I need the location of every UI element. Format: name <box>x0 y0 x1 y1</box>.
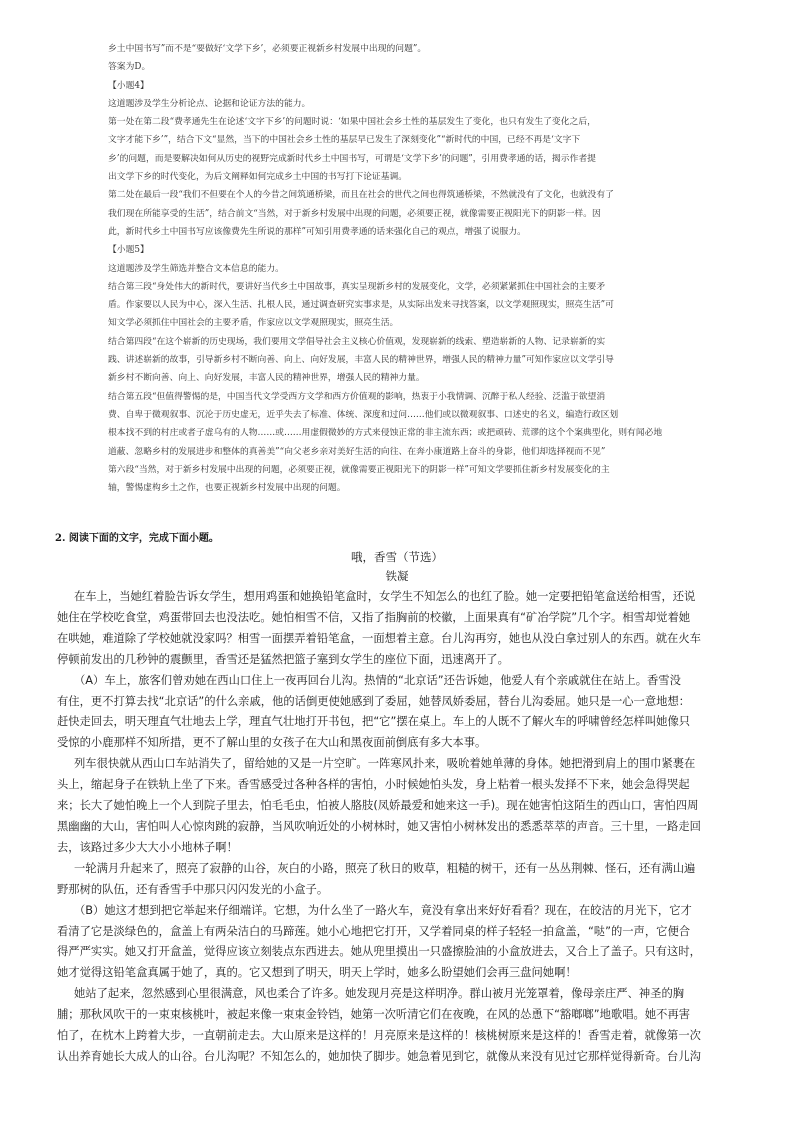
answer-line: 费、自卑于微观叙事、沉沦于历史虚无，近乎失去了标准、体统、深度和过问……他们或以微观叙事、口述史的名义，编造行政区划 <box>108 409 619 420</box>
answer-line: 盾。作家要以人民为中心，深入生活、扎根人民，通过调查研究实事求是，从实际出发来寻找答案，以文学观照现实，照亮生活”可 <box>108 300 614 311</box>
answer-line: 结合第三段“身处伟大的新时代，要讲好当代乡土中国故事，真实呈现新乡村的发展变化，文学，必须紧紧抓住中国社会的主要矛 <box>108 281 606 292</box>
story-line: 停顿前发出的几秒钟的震颤里，香雪还是猛然把篮子塞到女学生的座位下面，迅速离开了。 <box>57 652 509 666</box>
answer-line: 我们现在所能享受的生活”，结合前文“当然，对于新乡村发展中出现的问题，必须要正视，就像需要正视阳光下的阴影一样。因 <box>108 208 601 219</box>
story-line: 野那树的队伍，还有香雪手中那只闪闪发光的小盒子。 <box>57 882 329 896</box>
story-line: （B）她这才想到把它举起来仔细端详。它想，为什么坐了一路火车，竟没有拿出来好好看看？现在，在皎洁的月光下，它才 <box>74 903 692 917</box>
answer-line: 这道题涉及学生筛选并整合文本信息的能力。 <box>108 263 284 274</box>
answer-line: 第六段“当然，对于新乡村发展中出现的问题，必须要正视，就像需要正视阳光下的阴影一样”可知文学要抓住新乡村发展变化的主 <box>108 464 610 475</box>
story-line: 她住在学校吃食堂，鸡蛋带回去也没法吃。她怕相雪不信，又指了指胸前的校徽，上面果真有“矿冶学院”几个字。相雪却觉着她 <box>57 610 691 624</box>
story-line: 怕了，在枕木上跨着大步，一直朝前走去。大山原来是这样的！月亮原来是这样的！核桃树原来是这样的！香雪走着，就像第一次 <box>57 1029 701 1043</box>
story-line: 去，该路过多少大大小小地林子啊！ <box>57 840 238 854</box>
story-line: 她站了起来，忽然感到心里很满意，风也柔合了许多。她发现月亮是这样明净。群山被月光笼罩着，像母亲庄严、神圣的胸 <box>74 987 685 1001</box>
story-line: 在哄她，难道除了学校她就没家吗？相雪一面摆弄着铅笔盒，一面想着主意。台儿沟再穷，她也从没白拿过别人的东西。就在火车 <box>57 631 701 645</box>
story-line: 头上，缩起身子在铁轨上坐了下来。香雪感受过各种各样的害怕，小时候她怕头发，身上粘着一根头发择不下来，她会急得哭起 <box>57 778 690 792</box>
story-line: 在车上，当她红着脸告诉女学生，想用鸡蛋和她换铅笔盒时，女学生不知怎么的也红了脸。她一定要把铅笔盒送给相雪，还说 <box>74 590 696 603</box>
story-line: 有住，更不打算去找“北京话”的什么亲戚，他的话倒更使她感到了委屈，她替凤娇委屈，替台儿沟委屈。她只是一心一意地想： <box>57 694 691 708</box>
story-line: 一轮满月升起来了，照亮了寂静的山谷，灰白的小路，照亮了秋日的败草，粗糙的树干，还有一丛丛荆棘、怪石，还有满山遍 <box>74 861 696 875</box>
answer-line: 第一处在第二段“费孝通先生在论述‘文字下乡’的问题时说：‘如果中国社会乡土性的基层发生了变化，也只有发生了变化之后， <box>108 117 596 128</box>
answer-line: 第二处在最后一段“我们不但要在个人的今昔之间筑通桥梁，而且在社会的世代之间也得筑通桥梁，不然就没有了文化，也就没有了 <box>108 190 614 201</box>
answer-line: 【小题5】 <box>108 245 149 256</box>
answer-line: 轴，警惕虚构乡土之作，也要正视新乡村发展中出现的问题。 <box>108 483 346 494</box>
story-line: 赶快走回去，明天理直气壮地去上学，理直气壮地打开书包，把“它”摆在桌上。车上的人既不了解火车的呼啸曾经怎样叫她像只 <box>57 715 691 729</box>
story-author: 铁凝 <box>385 569 409 583</box>
answer-line: 【小题4】 <box>108 80 149 91</box>
answer-line: 道蔽、忽略乡村的发展进步和整体的真善美”“向父老乡亲对美好生活的向往、在奔小康道路上奋斗的身影，他们却选择视而不见” <box>108 446 606 457</box>
story-line: 列车很快就从西山口车站消失了，留给她的又是一片空旷。一阵寒风扑来，吸吮着她单薄的身体。她把滑到肩上的围巾紧裹在 <box>74 757 696 771</box>
story-body <box>57 587 738 1068</box>
answer-line: 这道题涉及学生分析论点、论据和论证方法的能力。 <box>108 98 311 109</box>
answer-line: 结合第四段“在这个崭新的历史现场，我们要用文学倡导社会主义核心价值观，发现崭新的线索、塑造崭新的人物、记录崭新的实 <box>108 336 606 347</box>
story-line: 来；长大了她怕晚上一个人到院子里去，怕毛毛虫，怕被人胳肢(凤娇最爱和她来这一手)。现在她害怕这陌生的西山口，害怕四周 <box>57 799 699 813</box>
question-2-heading: 2. 阅读下面的文字，完成下面小题。 <box>55 533 219 544</box>
story-line: 看清了它是淡绿色的，盒盖上有两朵洁白的马蹄莲。她小心地把它打开，又学着同桌的样子轻轻一拍盒盖，“哒”的一声，它便合 <box>57 924 691 938</box>
story-line: 她才觉得这铅笔盒真属于她了，真的。它又想到了明天，明天上学时，她多么盼望她们会再三盘问她啊！ <box>57 966 577 980</box>
answer-line: 新乡村不断向善、向上、向好发展，丰富人民的精神世界，增强人民的精神力量。 <box>108 373 425 384</box>
answer-line: 践、讲述崭新的故事，引导新乡村不断向善、向上、向好发展，丰富人民的精神世界，增强人民的精神力量”可知作家应以文学引导 <box>108 355 614 366</box>
answer-explanation-block <box>108 40 708 497</box>
answer-line: 知文学必须抓住中国社会的主要矛盾，作家应以文学观照现实，照亮生活。 <box>108 318 399 329</box>
answer-line: 结合第五段“但值得警惕的是，中国当代文学受西方文学和西方价值观的影响，热衷于小我情调、沉醉于私人经验、泛滥于欲望消 <box>108 391 606 402</box>
story-line: 黑幽幽的大山，害怕叫人心惊肉跳的寂静，当风吹响近处的小树林时，她又害怕小树林发出的悉悉萃萃的声音。三十里，一路走回 <box>57 819 701 833</box>
story-line: 认出养育她长大成人的山谷。台儿沟呢？不知怎么的，她加快了脚步。她急着见到它，就像从来没有见过它那样觉得新奇。台儿沟 <box>57 1049 701 1063</box>
answer-line: 乡土中国书写”而不是“要做好‘文学下乡’，必须要正视新乡村发展中出现的问题”。 <box>108 44 427 54</box>
story-title: 哦，香雪（节选） <box>351 550 443 564</box>
story-line: 脯；那秋风吹干的一束束核桃叶，被起来像一束束金铃铛，她第一次听清它们在夜晚，在风的怂恿下“豁啷啷”地歌唱。她不再害 <box>57 1008 691 1022</box>
answer-line: 出文学下乡的时代变化，为后文阐释如何完成乡土中国的书写打下论证基调。 <box>108 172 408 183</box>
story-line: 得严严实实。她又打开盒盖，觉得应该立刻装点东西进去。她从兜里摸出一只盛擦脸油的小盒放进去，又合上了盖子。只有这时， <box>57 945 701 959</box>
answer-line: 乡’的问题，而是要解决如何从历史的视野完成新时代乡土中国书写，可谓是‘文学下乡’的问题”，引用费孝通的话，揭示作者提 <box>108 153 596 164</box>
answer-line: 根本找不到的村庄或者子虚乌有的人物……或……用虚假微妙的方式来侵蚀正常的非主流东西；或把顽砖、荒谬的这个个案典型化，则有闻必地 <box>108 428 663 439</box>
answer-line: 此，新时代乡土中国书写应该像费先生所说的那样”可知引用费孝通的话来强化自己的观点，增强了说服力。 <box>108 226 526 237</box>
story-line: 受惊的小鹿那样不知所措，更不了解山里的女孩子在大山和黑夜面前倒底有多大本事。 <box>57 736 487 750</box>
answer-line: 文字才能下乡’”，结合下文“显然，当下的中国社会乡土性的基层早已发生了深刻变化”“新时代的中国，已经不再是‘文字下 <box>108 135 581 146</box>
story-line: （A）车上，旅客们曾劝她在西山口住上一夜再回台儿沟。热情的“北京话”还告诉她，他爱人有个亲戚就住在站上。香雪没 <box>74 673 681 687</box>
answer-line: 答案为D。 <box>108 62 151 73</box>
